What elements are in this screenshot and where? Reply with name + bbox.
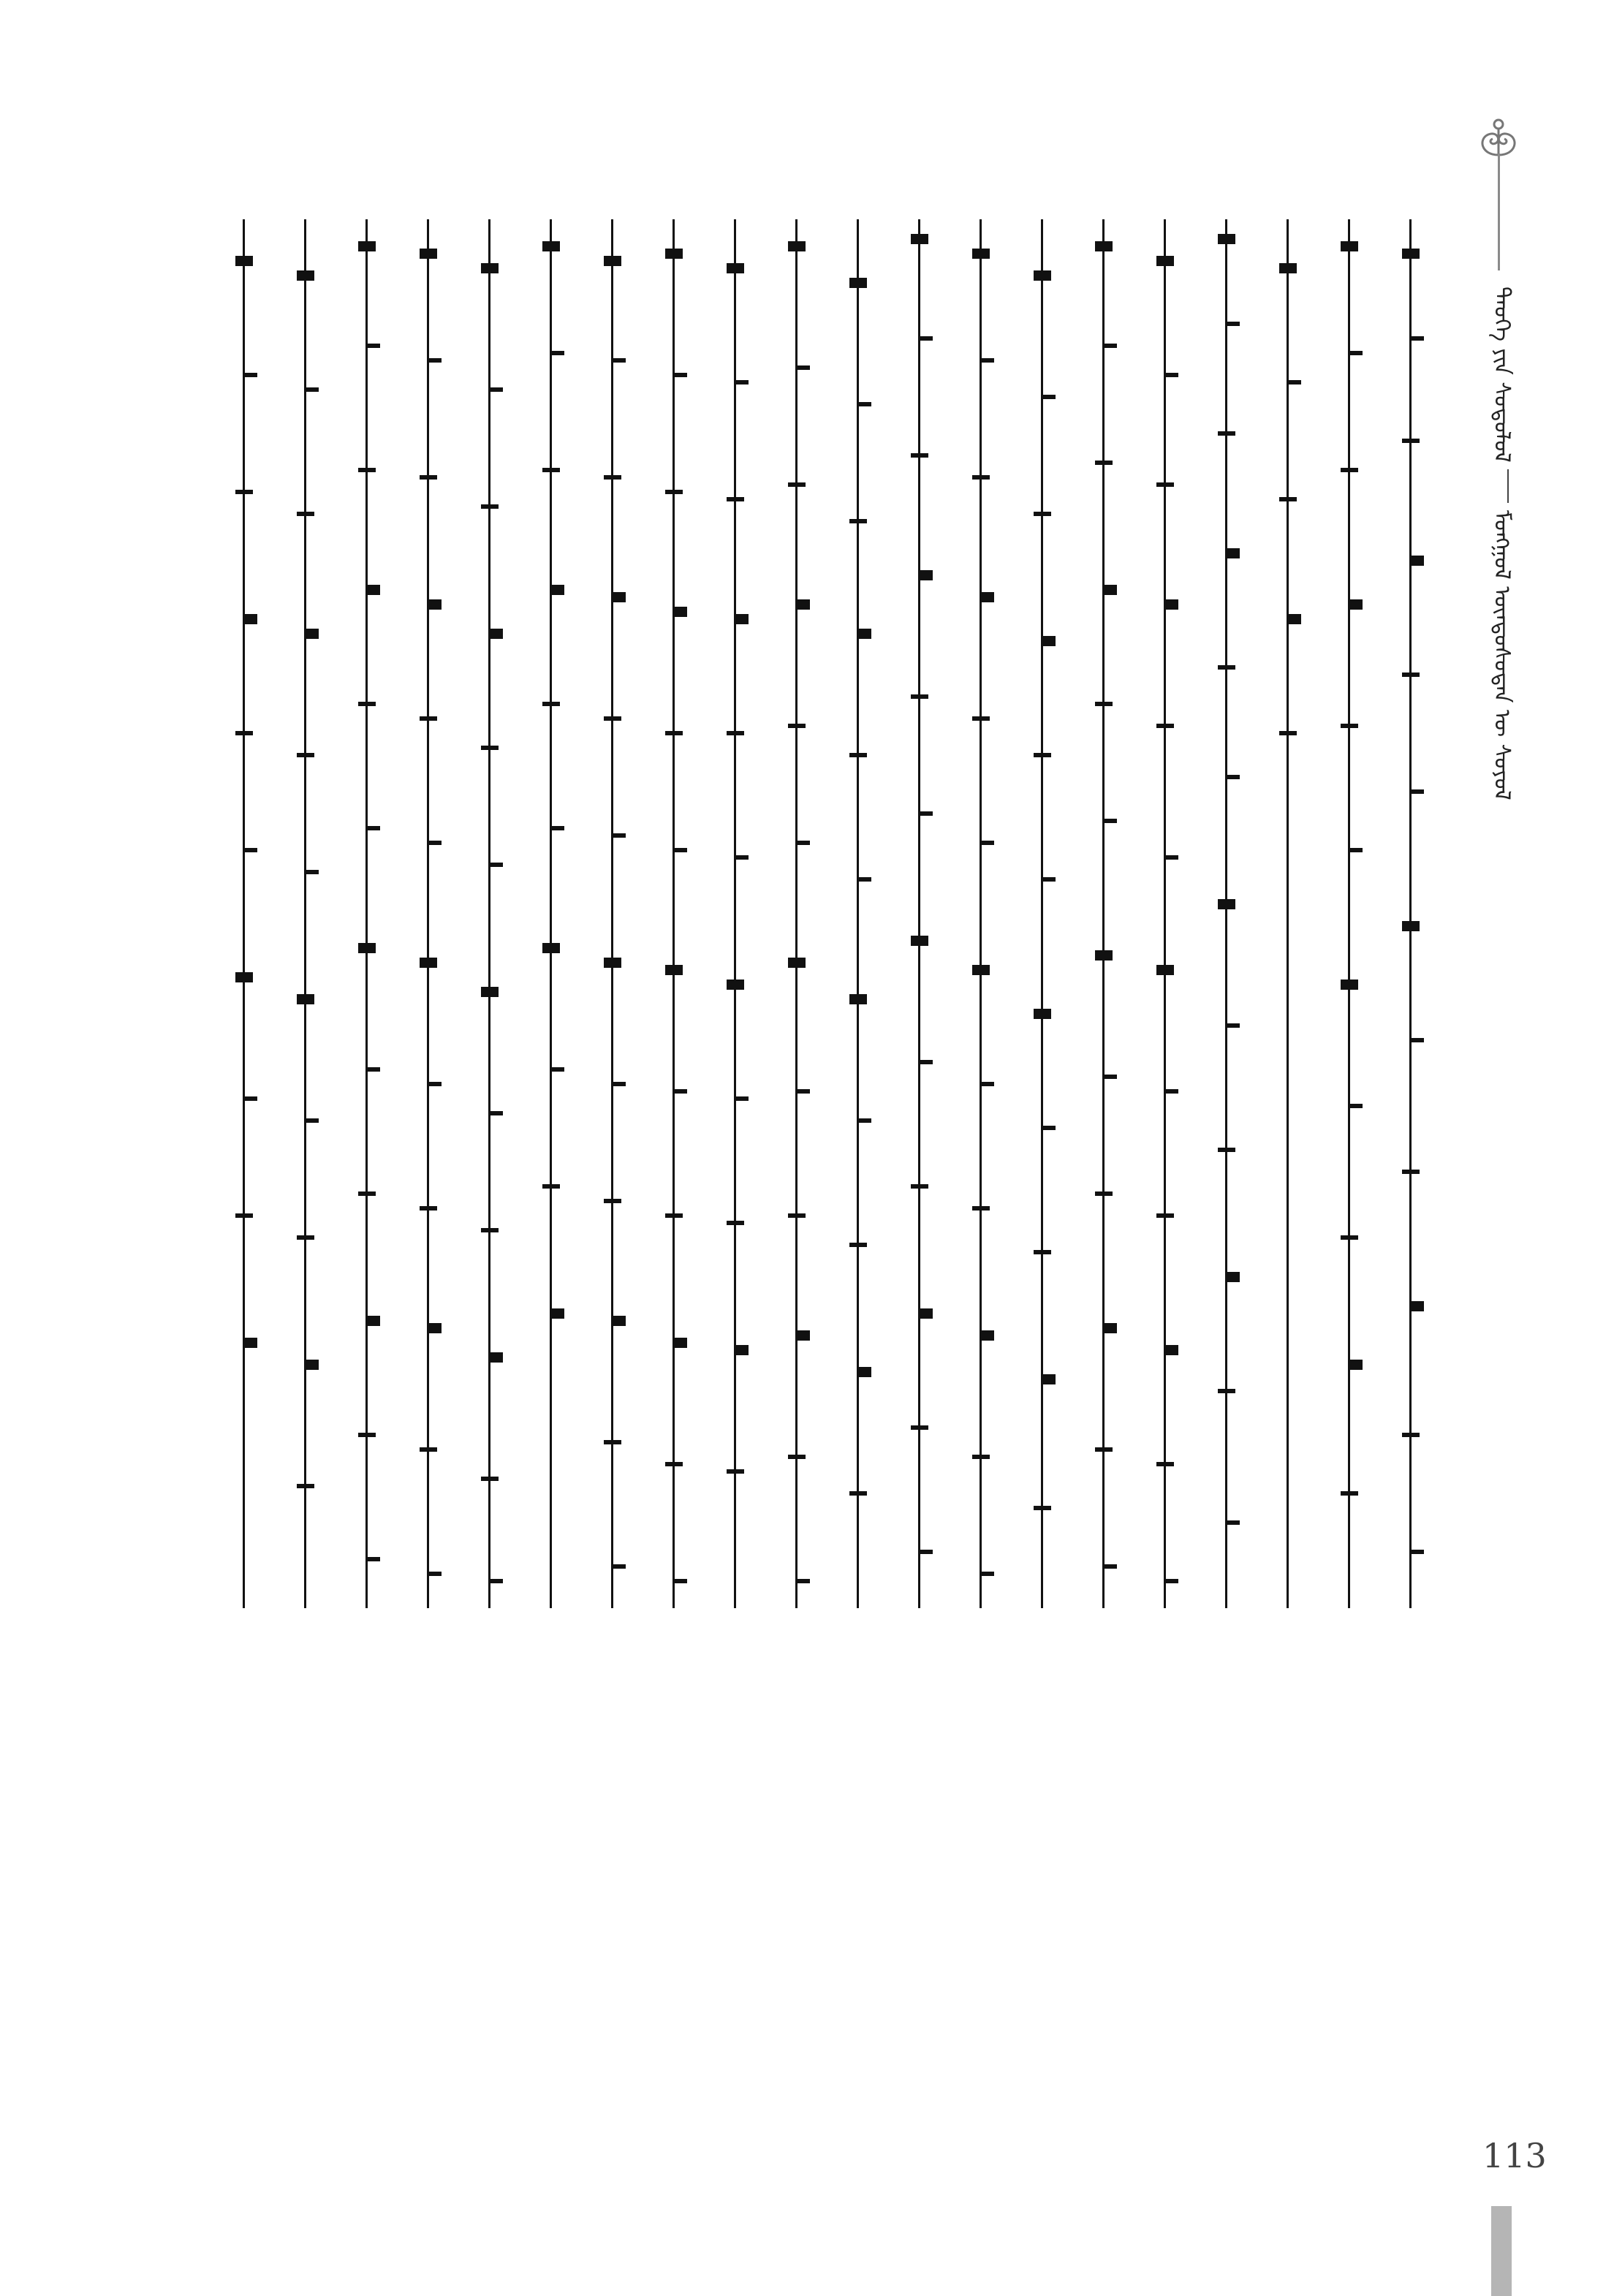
glyph-mark xyxy=(481,1228,499,1232)
glyph-mark xyxy=(1411,1038,1424,1042)
glyph-mark xyxy=(981,358,994,363)
text-column xyxy=(288,219,335,1608)
glyph-mark xyxy=(358,943,376,953)
glyph-mark xyxy=(849,519,867,523)
glyph-mark xyxy=(1349,1360,1363,1370)
glyph-mark xyxy=(420,249,437,259)
glyph-mark xyxy=(1411,336,1424,341)
glyph-mark xyxy=(1218,665,1235,670)
glyph-mark xyxy=(1095,1191,1113,1196)
glyph-mark xyxy=(1227,548,1240,558)
text-column xyxy=(1332,219,1379,1608)
text-column xyxy=(1086,219,1133,1608)
glyph-mark xyxy=(1042,1126,1056,1130)
glyph-mark xyxy=(1104,344,1117,348)
glyph-mark xyxy=(1402,1433,1420,1437)
glyph-mark xyxy=(428,599,442,610)
glyph-mark xyxy=(244,373,257,377)
glyph-mark xyxy=(674,1089,687,1094)
glyph-mark xyxy=(797,365,810,370)
glyph-mark xyxy=(920,336,933,341)
glyph-mark xyxy=(367,1557,380,1561)
glyph-mark xyxy=(1349,1104,1363,1108)
glyph-mark xyxy=(358,702,376,706)
glyph-mark xyxy=(1288,380,1301,384)
text-column-stem xyxy=(611,219,613,1608)
text-column-stem xyxy=(1287,219,1289,1608)
glyph-mark xyxy=(1288,614,1301,624)
running-header xyxy=(1482,287,1521,944)
glyph-mark xyxy=(981,1082,994,1086)
glyph-mark xyxy=(1095,461,1113,465)
glyph-mark xyxy=(306,387,319,392)
glyph-mark xyxy=(920,1550,933,1554)
glyph-mark xyxy=(613,1564,626,1569)
glyph-mark xyxy=(1165,599,1178,610)
glyph-mark xyxy=(665,965,683,975)
glyph-mark xyxy=(542,1184,560,1189)
glyph-mark xyxy=(1165,1089,1178,1094)
glyph-mark xyxy=(1279,731,1297,735)
glyph-mark xyxy=(1402,672,1420,677)
glyph-mark xyxy=(490,387,503,392)
text-column-stem xyxy=(1041,219,1043,1608)
glyph-mark xyxy=(358,468,376,472)
glyph-mark xyxy=(849,1243,867,1247)
glyph-mark xyxy=(604,1199,621,1203)
header-ornament-icon xyxy=(1475,117,1522,158)
glyph-mark xyxy=(420,1447,437,1452)
running-header-subtitle: ᠲᠡᠦᠬᠡ ᠶᠢᠨ ᠰᠤᠳᠤᠯᠤᠯ xyxy=(1489,287,1515,463)
glyph-mark xyxy=(981,1572,994,1576)
glyph-mark xyxy=(735,380,749,384)
glyph-mark xyxy=(849,278,867,288)
glyph-mark xyxy=(1411,789,1424,794)
glyph-mark xyxy=(1218,1389,1235,1393)
glyph-mark xyxy=(358,241,376,251)
glyph-mark xyxy=(1218,899,1235,909)
text-column-stem xyxy=(980,219,982,1608)
glyph-mark xyxy=(1104,585,1117,595)
glyph-mark xyxy=(613,358,626,363)
glyph-mark xyxy=(367,1316,380,1326)
glyph-mark xyxy=(1165,855,1178,860)
glyph-mark xyxy=(613,592,626,602)
glyph-mark xyxy=(604,256,621,266)
glyph-mark xyxy=(797,1330,810,1341)
text-column-stem xyxy=(672,219,675,1608)
text-column-stem xyxy=(1409,219,1412,1608)
glyph-mark xyxy=(420,1206,437,1210)
glyph-mark xyxy=(1034,753,1051,757)
glyph-mark xyxy=(858,402,871,406)
glyph-mark xyxy=(306,1360,319,1370)
text-column xyxy=(841,219,887,1608)
glyph-mark xyxy=(788,241,806,251)
glyph-mark xyxy=(727,731,744,735)
glyph-mark xyxy=(1165,1345,1178,1355)
glyph-mark xyxy=(972,716,990,721)
glyph-mark xyxy=(604,1440,621,1444)
glyph-mark xyxy=(1341,468,1358,472)
glyph-mark xyxy=(735,855,749,860)
glyph-mark xyxy=(306,870,319,874)
glyph-mark xyxy=(613,1082,626,1086)
glyph-mark xyxy=(358,1433,376,1437)
glyph-mark xyxy=(1402,1170,1420,1174)
text-column-stem xyxy=(918,219,920,1608)
text-column-stem xyxy=(1102,219,1105,1608)
text-column-stem xyxy=(1348,219,1350,1608)
glyph-mark xyxy=(481,263,499,273)
glyph-mark xyxy=(674,607,687,617)
glyph-mark xyxy=(1156,256,1174,266)
glyph-mark xyxy=(244,848,257,852)
text-column xyxy=(534,219,580,1608)
text-column-stem xyxy=(795,219,797,1608)
glyph-mark xyxy=(604,716,621,721)
glyph-mark xyxy=(551,1308,564,1319)
glyph-mark xyxy=(420,716,437,721)
glyph-mark xyxy=(367,585,380,595)
glyph-mark xyxy=(1341,241,1358,251)
text-column-stem xyxy=(857,219,859,1608)
glyph-mark xyxy=(235,490,253,494)
glyph-mark xyxy=(244,614,257,624)
glyph-mark xyxy=(1156,482,1174,487)
glyph-mark xyxy=(1402,439,1420,443)
glyph-mark xyxy=(920,1060,933,1064)
glyph-mark xyxy=(1341,1235,1358,1240)
text-column-stem xyxy=(488,219,490,1608)
glyph-mark xyxy=(727,1469,744,1474)
glyph-mark xyxy=(1402,921,1420,931)
glyph-mark xyxy=(911,936,928,946)
text-column xyxy=(349,219,396,1608)
glyph-mark xyxy=(490,863,503,867)
glyph-mark xyxy=(1279,263,1297,273)
glyph-mark xyxy=(1227,1023,1240,1028)
glyph-mark xyxy=(244,1338,257,1348)
glyph-mark xyxy=(367,344,380,348)
glyph-mark xyxy=(235,972,253,982)
glyph-mark xyxy=(306,629,319,639)
text-column-stem xyxy=(734,219,736,1608)
body-text xyxy=(205,219,1440,1608)
glyph-mark xyxy=(1411,1301,1424,1311)
glyph-mark xyxy=(542,241,560,251)
glyph-mark xyxy=(490,629,503,639)
glyph-mark xyxy=(1095,1447,1113,1452)
glyph-mark xyxy=(920,570,933,580)
text-column xyxy=(411,219,458,1608)
text-column-stem xyxy=(365,219,368,1608)
glyph-mark xyxy=(604,958,621,968)
glyph-mark xyxy=(551,826,564,830)
glyph-mark xyxy=(1156,724,1174,728)
page-number: 113 xyxy=(1482,2136,1547,2175)
glyph-mark xyxy=(858,1118,871,1123)
text-column xyxy=(902,219,949,1608)
glyph-mark xyxy=(972,249,990,259)
glyph-mark xyxy=(674,1579,687,1583)
glyph-mark xyxy=(1034,512,1051,516)
glyph-mark xyxy=(490,1352,503,1363)
glyph-mark xyxy=(972,1206,990,1210)
text-column-stem xyxy=(1164,219,1166,1608)
glyph-mark xyxy=(735,1345,749,1355)
glyph-mark xyxy=(1156,965,1174,975)
glyph-mark xyxy=(849,994,867,1004)
glyph-mark xyxy=(858,1367,871,1377)
glyph-mark xyxy=(367,1067,380,1072)
glyph-mark xyxy=(551,351,564,355)
glyph-mark xyxy=(1227,1272,1240,1282)
glyph-mark xyxy=(674,1338,687,1348)
glyph-mark xyxy=(674,373,687,377)
glyph-mark xyxy=(297,994,314,1004)
glyph-mark xyxy=(911,234,928,244)
page-edge-tab xyxy=(1491,2206,1512,2296)
glyph-mark xyxy=(1341,724,1358,728)
glyph-mark xyxy=(788,1455,806,1459)
glyph-mark xyxy=(542,702,560,706)
glyph-mark xyxy=(665,731,683,735)
glyph-mark xyxy=(797,841,810,845)
glyph-mark xyxy=(1218,234,1235,244)
glyph-mark xyxy=(981,1330,994,1341)
glyph-mark xyxy=(674,848,687,852)
glyph-mark xyxy=(551,585,564,595)
glyph-mark xyxy=(1104,819,1117,823)
text-column-stem xyxy=(243,219,245,1608)
glyph-mark xyxy=(735,614,749,624)
glyph-mark xyxy=(1104,1564,1117,1569)
glyph-mark xyxy=(1034,270,1051,281)
glyph-mark xyxy=(1042,395,1056,399)
text-column-stem xyxy=(550,219,552,1608)
text-column-stem xyxy=(304,219,306,1608)
glyph-mark xyxy=(665,249,683,259)
glyph-mark xyxy=(981,592,994,602)
glyph-mark xyxy=(604,475,621,480)
glyph-mark xyxy=(1227,1520,1240,1525)
glyph-mark xyxy=(613,833,626,838)
text-column xyxy=(1393,219,1440,1608)
glyph-mark xyxy=(1341,1491,1358,1496)
glyph-mark xyxy=(972,1455,990,1459)
glyph-mark xyxy=(235,1213,253,1218)
glyph-mark xyxy=(1411,556,1424,566)
glyph-mark xyxy=(481,746,499,750)
glyph-mark xyxy=(297,1235,314,1240)
glyph-mark xyxy=(1349,848,1363,852)
text-column xyxy=(779,219,826,1608)
glyph-mark xyxy=(972,965,990,975)
glyph-mark xyxy=(428,1323,442,1333)
glyph-mark xyxy=(1349,351,1363,355)
glyph-mark xyxy=(665,1213,683,1218)
glyph-mark xyxy=(665,1462,683,1466)
glyph-mark xyxy=(428,1082,442,1086)
glyph-mark xyxy=(297,753,314,757)
glyph-mark xyxy=(1402,249,1420,259)
glyph-mark xyxy=(542,943,560,953)
glyph-mark xyxy=(911,453,928,458)
glyph-mark xyxy=(297,270,314,281)
glyph-mark xyxy=(858,877,871,882)
glyph-mark xyxy=(1349,599,1363,610)
text-column-stem xyxy=(1225,219,1227,1608)
glyph-mark xyxy=(1034,1250,1051,1254)
text-column xyxy=(718,219,765,1608)
text-column xyxy=(472,219,519,1608)
glyph-mark xyxy=(420,475,437,480)
glyph-mark xyxy=(797,599,810,610)
glyph-mark xyxy=(788,1213,806,1218)
text-column xyxy=(227,219,273,1608)
glyph-mark xyxy=(1227,322,1240,326)
glyph-mark xyxy=(428,1572,442,1576)
glyph-mark xyxy=(1165,373,1178,377)
glyph-mark xyxy=(1095,950,1113,961)
glyph-mark xyxy=(665,490,683,494)
glyph-mark xyxy=(481,504,499,509)
glyph-mark xyxy=(797,1579,810,1583)
glyph-mark xyxy=(1042,636,1056,646)
glyph-mark xyxy=(490,1111,503,1115)
glyph-mark xyxy=(297,512,314,516)
text-column-stem xyxy=(427,219,429,1608)
glyph-mark xyxy=(727,980,744,990)
glyph-mark xyxy=(235,731,253,735)
glyph-mark xyxy=(306,1118,319,1123)
glyph-mark xyxy=(920,1308,933,1319)
glyph-mark xyxy=(849,1491,867,1496)
glyph-mark xyxy=(727,497,744,501)
glyph-mark xyxy=(420,958,437,968)
glyph-mark xyxy=(367,826,380,830)
glyph-mark xyxy=(1218,1148,1235,1152)
glyph-mark xyxy=(1218,431,1235,436)
glyph-mark xyxy=(235,256,253,266)
glyph-mark xyxy=(1156,1213,1174,1218)
glyph-mark xyxy=(981,841,994,845)
glyph-mark xyxy=(490,1579,503,1583)
glyph-mark xyxy=(1104,1075,1117,1079)
glyph-mark xyxy=(911,694,928,699)
glyph-mark xyxy=(788,958,806,968)
glyph-mark xyxy=(358,1191,376,1196)
glyph-mark xyxy=(1034,1506,1051,1510)
glyph-mark xyxy=(297,1484,314,1488)
glyph-mark xyxy=(1095,702,1113,706)
glyph-mark xyxy=(551,1067,564,1072)
running-header-title: ᠮᠣᠩᠭᠣᠯ ᠦᠨᠳᠦᠰᠦᠲᠡᠨ ᠦ ᠰᠤᠶᠤᠯ xyxy=(1489,509,1515,800)
text-column xyxy=(963,219,1010,1608)
glyph-mark xyxy=(911,1184,928,1189)
text-column xyxy=(1270,219,1317,1608)
glyph-mark xyxy=(911,1425,928,1430)
glyph-mark xyxy=(1279,497,1297,501)
glyph-mark xyxy=(244,1096,257,1101)
glyph-mark xyxy=(849,753,867,757)
glyph-mark xyxy=(735,1096,749,1101)
glyph-mark xyxy=(797,1089,810,1094)
glyph-mark xyxy=(1165,1579,1178,1583)
glyph-mark xyxy=(1104,1323,1117,1333)
glyph-mark xyxy=(1411,1550,1424,1554)
glyph-mark xyxy=(972,475,990,480)
glyph-mark xyxy=(727,1221,744,1225)
glyph-mark xyxy=(1042,877,1056,882)
glyph-mark xyxy=(788,482,806,487)
glyph-mark xyxy=(481,1477,499,1481)
text-column xyxy=(1025,219,1072,1608)
text-column xyxy=(595,219,642,1608)
header-rule xyxy=(1498,154,1500,270)
glyph-mark xyxy=(481,987,499,997)
glyph-mark xyxy=(920,811,933,816)
glyph-mark xyxy=(788,724,806,728)
text-column xyxy=(656,219,703,1608)
glyph-mark xyxy=(1227,775,1240,779)
glyph-mark xyxy=(1341,980,1358,990)
text-column xyxy=(1209,219,1256,1608)
glyph-mark xyxy=(1156,1462,1174,1466)
glyph-mark xyxy=(727,263,744,273)
glyph-mark xyxy=(858,629,871,639)
glyph-mark xyxy=(1042,1374,1056,1384)
text-column xyxy=(1148,219,1194,1608)
glyph-mark xyxy=(1034,1009,1051,1019)
glyph-mark xyxy=(542,468,560,472)
glyph-mark xyxy=(428,358,442,363)
header-separator xyxy=(1507,469,1509,503)
glyph-mark xyxy=(613,1316,626,1326)
glyph-mark xyxy=(1095,241,1113,251)
glyph-mark xyxy=(428,841,442,845)
